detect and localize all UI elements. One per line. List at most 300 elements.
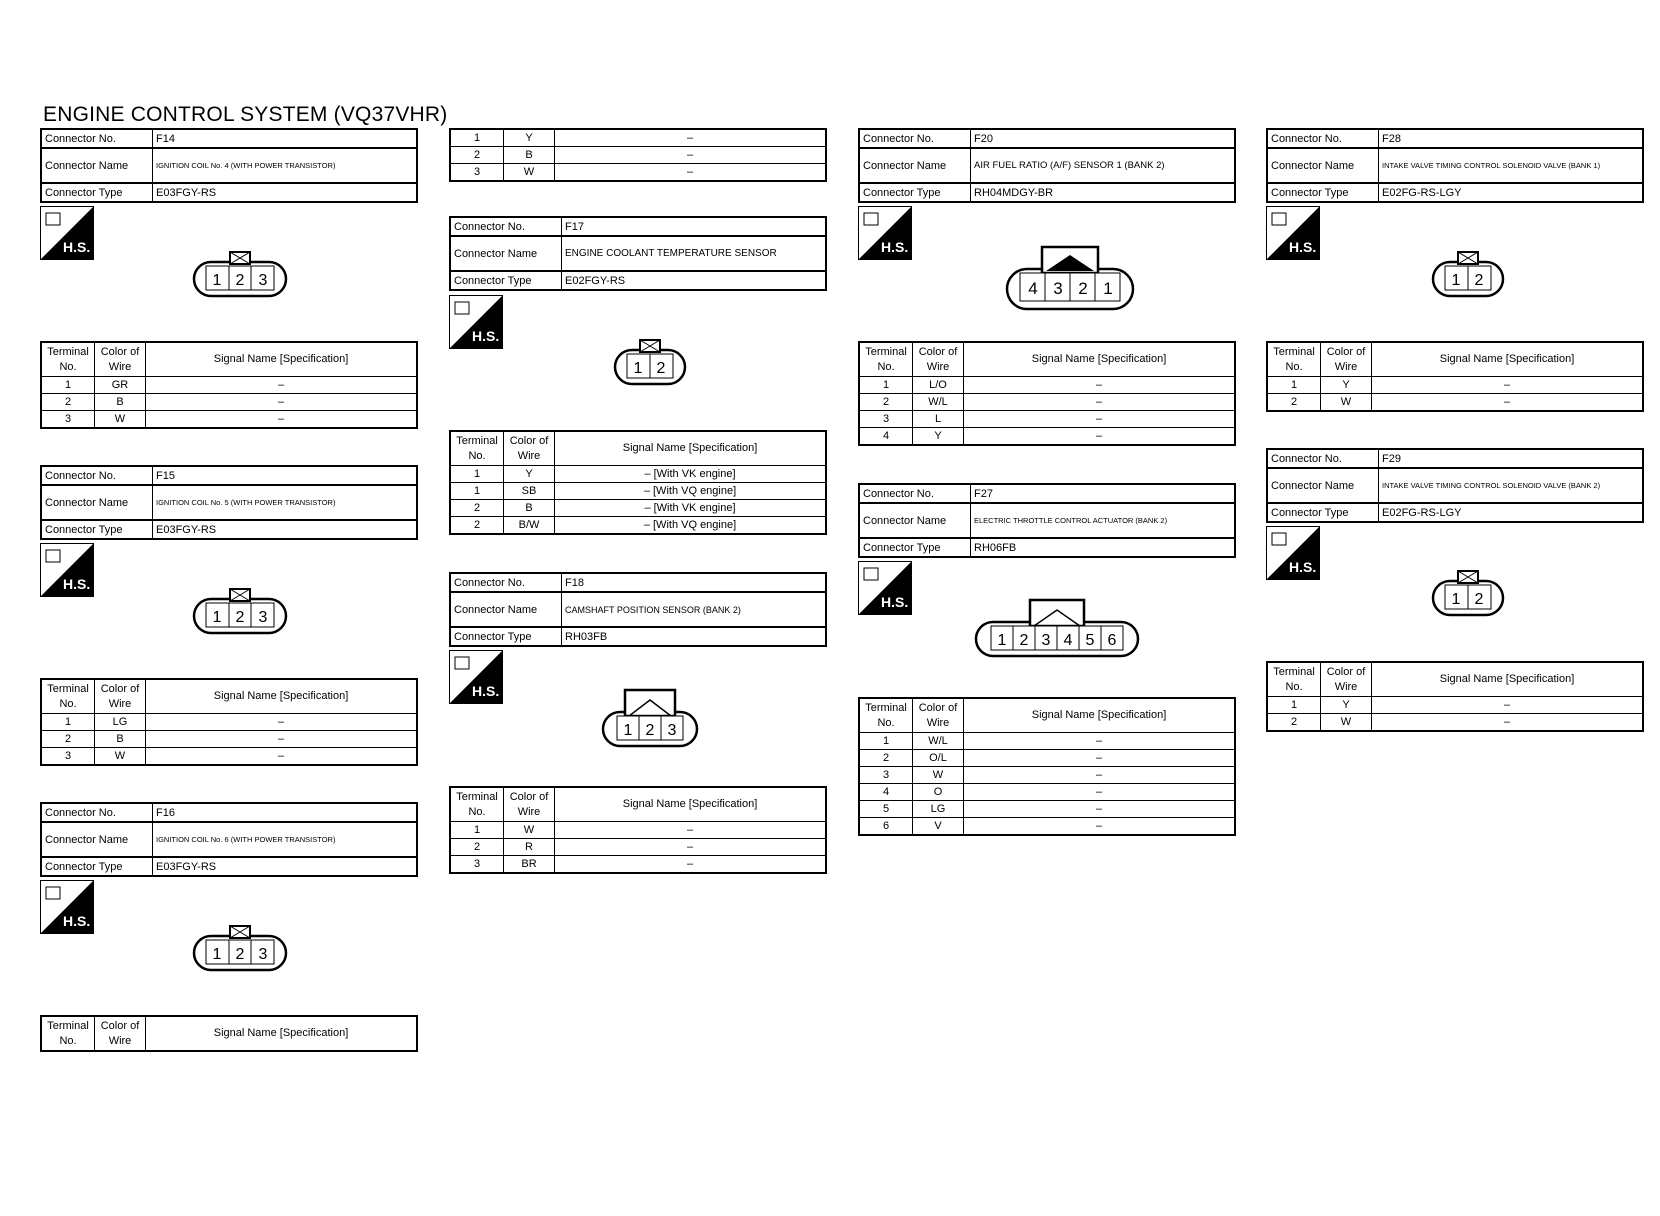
table-row: [859, 377, 1235, 394]
table-cell: Signal Name [Specification]: [964, 342, 1236, 377]
table-cell: W: [504, 164, 555, 182]
table-cell: Connector Name: [450, 236, 562, 271]
table-cell: E02FGY-RS: [562, 271, 827, 290]
hs-label: H.S.: [63, 239, 91, 255]
connector-name-label: Connector Name: [41, 148, 153, 183]
connector-no-value: F14: [153, 129, 418, 148]
pin-label: 1: [212, 609, 222, 626]
table-cell: SB: [504, 483, 555, 500]
table-cell: 1: [450, 466, 504, 483]
table-cell: W: [504, 822, 555, 839]
table-cell: LG: [913, 801, 964, 818]
table-row: [450, 217, 826, 236]
table-cell: 1: [859, 377, 913, 394]
table-cell: 4: [859, 428, 913, 446]
table-cell: 1: [859, 733, 913, 750]
table-cell: Y: [1321, 697, 1372, 714]
table-cell: Y: [1321, 377, 1372, 394]
connector-header-f15: [40, 465, 418, 540]
table-cell: Connector Type: [41, 520, 153, 539]
table-cell: Connector Type: [1267, 183, 1379, 202]
table-cell: 2: [1267, 714, 1321, 732]
table-row: [41, 803, 417, 822]
table-cell: E03FGY-RS: [153, 520, 418, 539]
table-cell: Color of Wire: [913, 698, 964, 733]
table-cell: B: [95, 731, 146, 748]
pin-label: 2: [1474, 591, 1484, 608]
table-cell: Connector Type: [859, 183, 971, 202]
table-cell: F16: [153, 803, 418, 822]
table-cell: Terminal No.: [1267, 342, 1321, 377]
table-cell: Terminal No.: [450, 431, 504, 466]
table-cell: ENGINE COOLANT TEMPERATURE SENSOR: [562, 236, 827, 271]
connector-face-f20: [1005, 245, 1135, 311]
table-row: [41, 679, 417, 714]
table-row: [41, 148, 417, 183]
hs-label: H.S.: [881, 239, 909, 255]
table-cell: B: [95, 394, 146, 411]
table-cell: Signal Name [Specification]: [1372, 342, 1644, 377]
table-cell: IGNITION COIL No. 6 (WITH POWER TRANSISTOR): [153, 822, 418, 857]
table-row: [450, 573, 826, 592]
table-row: [859, 538, 1235, 557]
table-cell: 6: [859, 818, 913, 836]
table-cell: –: [146, 377, 418, 394]
table-cell: INTAKE VALVE TIMING CONTROL SOLENOID VALVE (BANK 2): [1379, 468, 1644, 503]
hs-icon: [449, 650, 503, 704]
table-row: [41, 411, 417, 429]
table-cell: F17: [562, 217, 827, 236]
table-row: [41, 342, 417, 377]
color-of-wire-header: Color of Wire: [95, 342, 146, 377]
table-cell: –: [146, 731, 418, 748]
table-cell: Connector Name: [41, 485, 153, 520]
connector-face-f29: [1431, 569, 1505, 617]
terminal-table-f18: [449, 786, 827, 874]
pin-label: 3: [258, 946, 268, 963]
pin-label: 3: [1041, 632, 1051, 649]
table-cell: 2: [41, 731, 95, 748]
table-cell: –: [555, 129, 827, 147]
table-cell: Color of Wire: [95, 1016, 146, 1051]
connector-header-f29: [1266, 448, 1644, 523]
table-row: [450, 517, 826, 535]
table-row: [859, 750, 1235, 767]
table-row: [1267, 377, 1643, 394]
table-cell: Connector Name: [859, 148, 971, 183]
pin-label: 4: [1028, 279, 1038, 298]
connector-type-label: Connector Type: [41, 183, 153, 202]
table-cell: W: [1321, 714, 1372, 732]
terminal-no-header: Terminal No.: [41, 342, 95, 377]
table-row: [1267, 449, 1643, 468]
pin-label: 1: [997, 632, 1007, 649]
table-cell: Color of Wire: [1321, 342, 1372, 377]
table-cell: Connector No.: [41, 803, 153, 822]
table-cell: –: [146, 394, 418, 411]
table-cell: Terminal No.: [1267, 662, 1321, 697]
table-cell: Connector No.: [41, 466, 153, 485]
table-cell: Connector No.: [1267, 129, 1379, 148]
table-cell: 2: [41, 394, 95, 411]
table-cell: 2: [450, 500, 504, 517]
table-row: [41, 731, 417, 748]
hs-label: H.S.: [1289, 239, 1317, 255]
table-cell: B/W: [504, 517, 555, 535]
table-cell: 1: [450, 129, 504, 147]
table-cell: W/L: [913, 733, 964, 750]
table-cell: E02FG-RS-LGY: [1379, 503, 1644, 522]
connector-header-f14: [40, 128, 418, 203]
hs-label: H.S.: [1289, 559, 1317, 575]
table-cell: – [With VQ engine]: [555, 483, 827, 500]
table-row: [1267, 342, 1643, 377]
table-cell: 3: [450, 856, 504, 874]
table-cell: –: [964, 428, 1236, 446]
table-cell: W/L: [913, 394, 964, 411]
table-cell: L: [913, 411, 964, 428]
table-cell: 1: [41, 714, 95, 731]
connector-header-f20: [858, 128, 1236, 203]
connector-face-f17: [613, 338, 687, 386]
table-row: [859, 129, 1235, 148]
table-row: [1267, 662, 1643, 697]
table-cell: –: [1372, 697, 1644, 714]
table-row: [450, 147, 826, 164]
table-cell: Y: [504, 129, 555, 147]
table-cell: LG: [95, 714, 146, 731]
table-cell: R: [504, 839, 555, 856]
connector-face-f14: [192, 250, 288, 298]
table-cell: 3: [859, 411, 913, 428]
terminal-table-f29: [1266, 661, 1644, 732]
table-cell: RH03FB: [562, 627, 827, 646]
table-cell: Signal Name [Specification]: [555, 787, 827, 822]
table-row: [859, 394, 1235, 411]
table-row: [41, 129, 417, 148]
table-cell: W: [913, 767, 964, 784]
pin-label: 1: [623, 722, 633, 739]
table-row: [450, 856, 826, 874]
table-cell: Connector Name: [1267, 148, 1379, 183]
table-cell: B: [504, 500, 555, 517]
pin-label: 3: [1053, 279, 1063, 298]
table-cell: INTAKE VALVE TIMING CONTROL SOLENOID VALVE (BANK 1): [1379, 148, 1644, 183]
table-cell: –: [555, 839, 827, 856]
table-cell: Color of Wire: [95, 679, 146, 714]
table-cell: – [With VK engine]: [555, 500, 827, 517]
table-cell: RH06FB: [971, 538, 1236, 557]
pin-label: 2: [645, 722, 655, 739]
table-cell: W: [95, 411, 146, 429]
table-row: [859, 801, 1235, 818]
table-cell: –: [964, 377, 1236, 394]
terminal-table-f16: [40, 1015, 418, 1052]
table-cell: –: [964, 411, 1236, 428]
table-row: [450, 839, 826, 856]
pin-label: 2: [1078, 279, 1088, 298]
table-cell: V: [913, 818, 964, 836]
table-row: [41, 714, 417, 731]
hs-icon: [858, 561, 912, 615]
pin-label: 1: [212, 272, 222, 289]
table-row: [41, 183, 417, 202]
table-cell: Connector No.: [859, 129, 971, 148]
table-cell: –: [555, 822, 827, 839]
table-cell: 2: [450, 147, 504, 164]
table-row: [1267, 148, 1643, 183]
table-cell: –: [964, 818, 1236, 836]
table-row: [859, 818, 1235, 836]
table-row: [859, 503, 1235, 538]
table-cell: W: [95, 748, 146, 766]
table-row: [450, 129, 826, 147]
table-cell: Signal Name [Specification]: [146, 1016, 418, 1051]
table-row: [859, 784, 1235, 801]
table-cell: 5: [859, 801, 913, 818]
table-cell: –: [146, 411, 418, 429]
hs-icon: [40, 543, 94, 597]
table-cell: 1: [1267, 377, 1321, 394]
table-row: [41, 394, 417, 411]
connector-name-value: IGNITION COIL No. 4 (WITH POWER TRANSISTOR): [153, 148, 418, 183]
table-cell: GR: [95, 377, 146, 394]
table-cell: 2: [859, 750, 913, 767]
terminal-table-f14: [40, 341, 418, 429]
table-cell: Signal Name [Specification]: [964, 698, 1236, 733]
table-cell: Y: [913, 428, 964, 446]
table-cell: RH04MDGY-BR: [971, 183, 1236, 202]
table-cell: –: [964, 750, 1236, 767]
table-row: [41, 485, 417, 520]
table-cell: –: [555, 856, 827, 874]
table-row: [450, 164, 826, 182]
table-cell: Terminal No.: [41, 1016, 95, 1051]
table-row: [450, 483, 826, 500]
connector-face-f15: [192, 587, 288, 635]
connector-header-f28: [1266, 128, 1644, 203]
terminal-table-f16-continued: [449, 128, 827, 182]
pin-label: 2: [235, 946, 245, 963]
table-cell: F18: [562, 573, 827, 592]
pin-label: 1: [1451, 591, 1461, 608]
table-row: [1267, 468, 1643, 503]
connector-face-f28: [1431, 250, 1505, 298]
table-cell: –: [964, 733, 1236, 750]
table-cell: Signal Name [Specification]: [1372, 662, 1644, 697]
table-row: [41, 466, 417, 485]
table-cell: F20: [971, 129, 1236, 148]
table-row: [859, 148, 1235, 183]
table-cell: Terminal No.: [41, 679, 95, 714]
table-row: [450, 787, 826, 822]
table-cell: Connector No.: [1267, 449, 1379, 468]
table-row: [41, 520, 417, 539]
pin-label: 2: [1019, 632, 1029, 649]
pin-label: 3: [258, 609, 268, 626]
table-cell: 2: [450, 517, 504, 535]
table-row: [41, 857, 417, 876]
table-row: [1267, 714, 1643, 732]
table-row: [859, 428, 1235, 446]
table-cell: 2: [859, 394, 913, 411]
table-cell: 1: [450, 483, 504, 500]
table-cell: Color of Wire: [504, 431, 555, 466]
table-cell: Connector Name: [1267, 468, 1379, 503]
connector-header-f18: [449, 572, 827, 647]
table-cell: E02FG-RS-LGY: [1379, 183, 1644, 202]
table-cell: 4: [859, 784, 913, 801]
table-row: [859, 411, 1235, 428]
hs-icon: [1266, 206, 1320, 260]
table-cell: 1: [41, 377, 95, 394]
pin-label: 1: [633, 360, 643, 377]
table-cell: E03FGY-RS: [153, 857, 418, 876]
pin-label: 1: [1451, 272, 1461, 289]
pin-label: 2: [656, 360, 666, 377]
pin-label: 1: [1103, 279, 1113, 298]
table-row: [41, 822, 417, 857]
table-cell: Color of Wire: [913, 342, 964, 377]
table-cell: O: [913, 784, 964, 801]
table-cell: Terminal No.: [450, 787, 504, 822]
table-cell: 3: [41, 748, 95, 766]
table-row: [450, 592, 826, 627]
pin-label: 1: [212, 946, 222, 963]
table-cell: –: [555, 164, 827, 182]
table-row: [1267, 183, 1643, 202]
table-row: [450, 236, 826, 271]
table-cell: 1: [450, 822, 504, 839]
table-cell: Signal Name [Specification]: [146, 679, 418, 714]
table-row: [1267, 697, 1643, 714]
table-row: [1267, 129, 1643, 148]
table-cell: Connector Type: [859, 538, 971, 557]
pin-label: 2: [235, 609, 245, 626]
table-cell: Connector Name: [859, 503, 971, 538]
table-cell: IGNITION COIL No. 5 (WITH POWER TRANSISTOR): [153, 485, 418, 520]
pin-label: 6: [1107, 632, 1117, 649]
table-row: [41, 377, 417, 394]
table-cell: Connector Name: [41, 822, 153, 857]
table-cell: Connector Type: [41, 857, 153, 876]
table-cell: B: [504, 147, 555, 164]
table-cell: W: [1321, 394, 1372, 412]
table-cell: –: [1372, 394, 1644, 412]
pin-label: 2: [1474, 272, 1484, 289]
table-cell: –: [1372, 377, 1644, 394]
table-cell: 1: [1267, 697, 1321, 714]
table-row: [450, 500, 826, 517]
hs-icon: [40, 880, 94, 934]
table-cell: L/O: [913, 377, 964, 394]
table-cell: F27: [971, 484, 1236, 503]
table-row: [859, 767, 1235, 784]
connector-face-f27: [974, 598, 1140, 658]
table-row: [41, 748, 417, 766]
table-cell: Connector Type: [450, 271, 562, 290]
table-cell: F15: [153, 466, 418, 485]
hs-icon: [1266, 526, 1320, 580]
terminal-table-f28: [1266, 341, 1644, 412]
table-cell: – [With VQ engine]: [555, 517, 827, 535]
connector-type-value: E03FGY-RS: [153, 183, 418, 202]
connector-no-label: Connector No.: [41, 129, 153, 148]
table-row: [859, 183, 1235, 202]
table-cell: Terminal No.: [859, 698, 913, 733]
connector-header-f17: [449, 216, 827, 291]
table-row: [859, 698, 1235, 733]
table-cell: Connector Name: [450, 592, 562, 627]
table-cell: ELECTRIC THROTTLE CONTROL ACTUATOR (BANK 2): [971, 503, 1236, 538]
table-cell: AIR FUEL RATIO (A/F) SENSOR 1 (BANK 2): [971, 148, 1236, 183]
table-cell: 2: [450, 839, 504, 856]
table-cell: Connector Type: [450, 627, 562, 646]
table-row: [1267, 503, 1643, 522]
table-cell: –: [964, 784, 1236, 801]
connector-face-f18: [601, 688, 699, 748]
table-cell: 3: [859, 767, 913, 784]
table-cell: Y: [504, 466, 555, 483]
terminal-table-f17: [449, 430, 827, 535]
table-row: [859, 484, 1235, 503]
table-cell: Signal Name [Specification]: [555, 431, 827, 466]
table-cell: O/L: [913, 750, 964, 767]
table-cell: Terminal No.: [859, 342, 913, 377]
table-cell: –: [555, 147, 827, 164]
table-cell: 3: [450, 164, 504, 182]
pin-label: 4: [1063, 632, 1073, 649]
page-title: ENGINE CONTROL SYSTEM (VQ37VHR): [43, 103, 448, 126]
connector-header-f16: [40, 802, 418, 877]
connector-face-f16: [192, 924, 288, 972]
table-cell: Color of Wire: [504, 787, 555, 822]
table-row: [41, 1016, 417, 1051]
table-cell: –: [964, 767, 1236, 784]
hs-label: H.S.: [472, 328, 500, 344]
table-row: [859, 733, 1235, 750]
table-cell: BR: [504, 856, 555, 874]
table-row: [450, 627, 826, 646]
pin-label: 2: [235, 272, 245, 289]
table-cell: –: [1372, 714, 1644, 732]
table-row: [859, 342, 1235, 377]
hs-label: H.S.: [63, 576, 91, 592]
table-cell: Connector No.: [450, 573, 562, 592]
table-cell: 2: [1267, 394, 1321, 412]
table-cell: Connector Type: [1267, 503, 1379, 522]
table-cell: Color of Wire: [1321, 662, 1372, 697]
terminal-table-f27: [858, 697, 1236, 836]
table-cell: – [With VK engine]: [555, 466, 827, 483]
table-cell: Connector No.: [450, 217, 562, 236]
table-row: [450, 431, 826, 466]
hs-label: H.S.: [472, 683, 500, 699]
connector-header-f27: [858, 483, 1236, 558]
pin-label: 3: [258, 272, 268, 289]
table-cell: 3: [41, 411, 95, 429]
hs-label: H.S.: [881, 594, 909, 610]
terminal-table-f15: [40, 678, 418, 766]
hs-label: H.S.: [63, 913, 91, 929]
signal-name-header: Signal Name [Specification]: [146, 342, 418, 377]
table-cell: Connector No.: [859, 484, 971, 503]
terminal-table-f20: [858, 341, 1236, 446]
table-cell: –: [146, 714, 418, 731]
table-row: [450, 822, 826, 839]
hs-icon: [40, 206, 94, 260]
table-cell: –: [964, 801, 1236, 818]
